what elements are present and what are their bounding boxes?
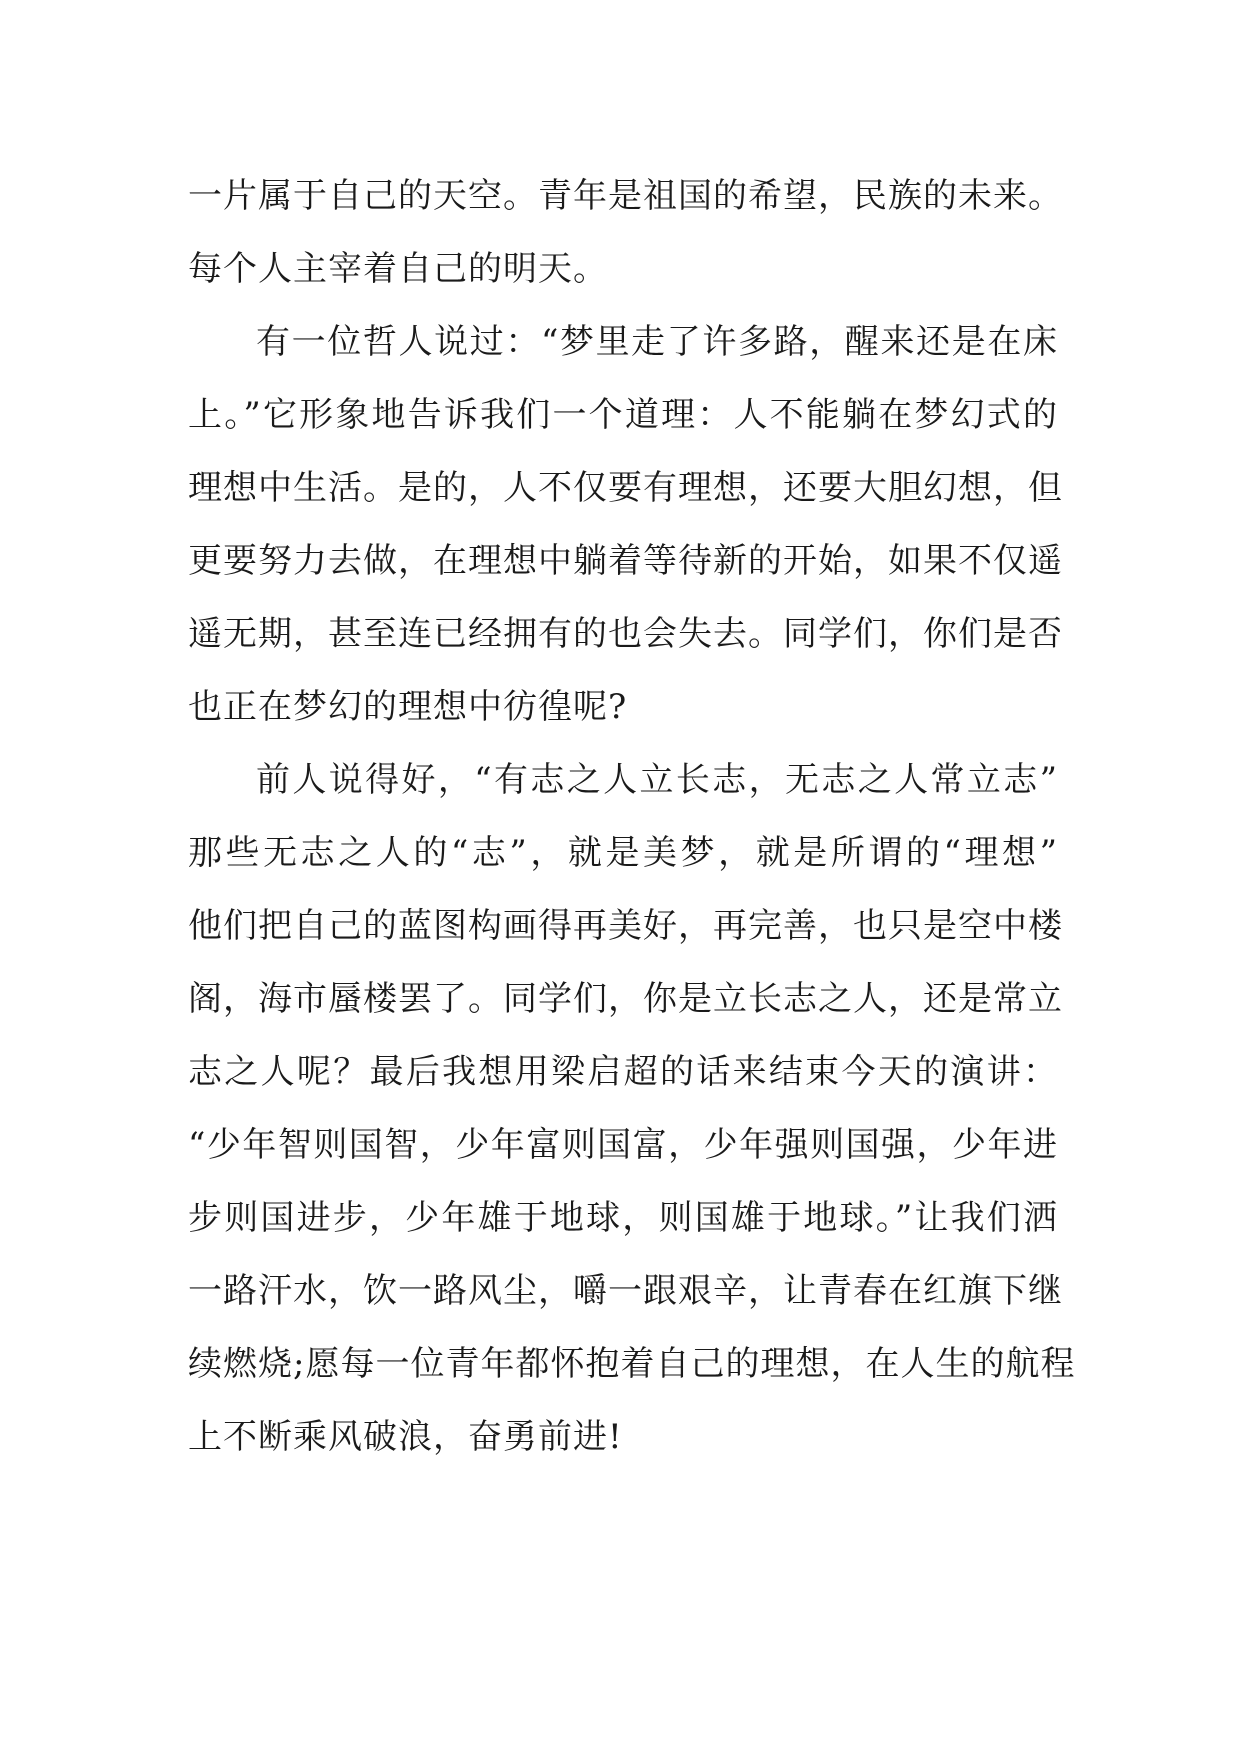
text-line: 志之人呢？最后我想用梁启超的话来结束今天的演讲： [188, 1052, 1058, 1092]
text-line: 阁，海市蜃楼罢了。同学们，你是立长志之人，还是常立 [188, 979, 1063, 1019]
text-line: 步则国进步，少年雄于地球，则国雄于地球。”让我们洒 [188, 1198, 1058, 1238]
text-line: 上不断乘风破浪，奋勇前进! [188, 1417, 623, 1457]
text-line: 更要努力去做，在理想中躺着等待新的开始，如果不仅遥 [188, 541, 1063, 581]
text-line: “少年智则国智，少年富则国富，少年强则国强，少年进 [188, 1125, 1058, 1165]
text-line: 理想中生活。是的，人不仅要有理想，还要大胆幻想，但 [188, 468, 1063, 508]
document-body [188, 160, 1076, 1474]
paragraph-first-line: 有一位哲人说过：“梦里走了许多路，醒来还是在床 [256, 322, 1058, 362]
paragraph-first-line: 前人说得好，“有志之人立长志，无志之人常立志” [256, 760, 1058, 800]
text-line: 每个人主宰着自己的明天。 [188, 249, 608, 289]
text-line: 那些无志之人的“志”，就是美梦，就是所谓的“理想” [188, 833, 1058, 873]
text-line: 他们把自己的蓝图构画得再美好，再完善，也只是空中楼 [188, 906, 1063, 946]
text-line: 续燃烧;愿每一位青年都怀抱着自己的理想，在人生的航程 [188, 1344, 1076, 1384]
text-line: 一路汗水，饮一路风尘，嚼一跟艰辛，让青春在红旗下继 [188, 1271, 1063, 1311]
text-line: 一片属于自己的天空。青年是祖国的希望，民族的未来。 [188, 176, 1063, 216]
text-line: 上。”它形象地告诉我们一个道理：人不能躺在梦幻式的 [188, 395, 1058, 435]
text-line: 也正在梦幻的理想中彷徨呢? [188, 687, 628, 727]
text-line: 遥无期，甚至连已经拥有的也会失去。同学们，你们是否 [188, 614, 1063, 654]
